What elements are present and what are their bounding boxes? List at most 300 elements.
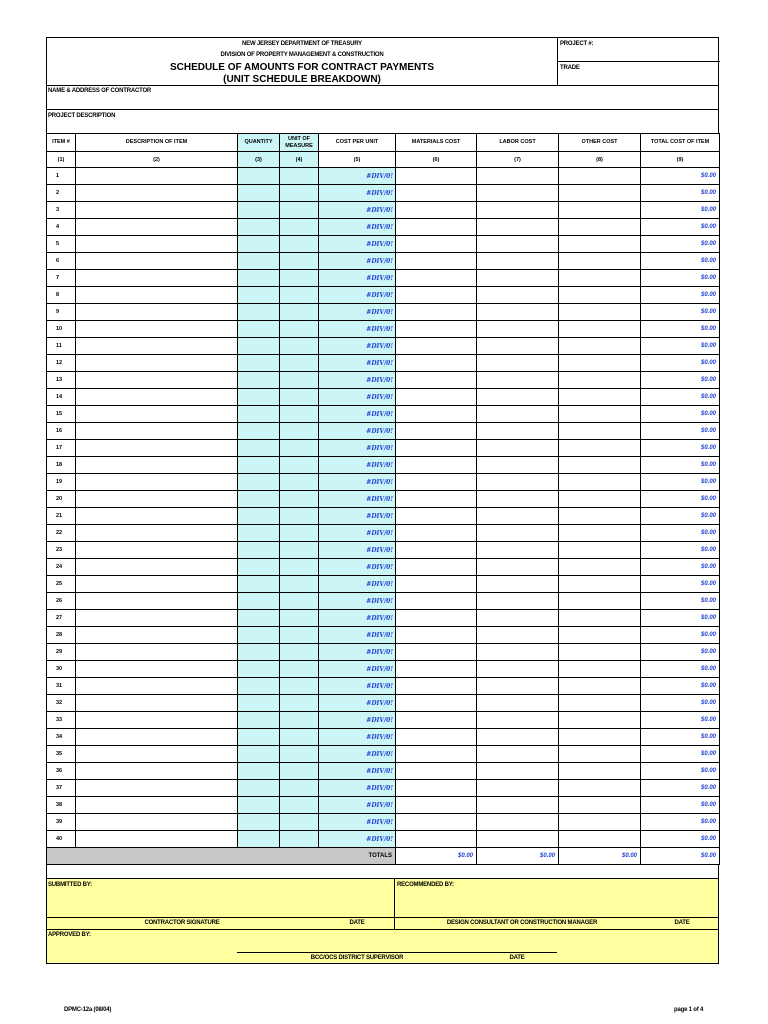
labor-cost-cell[interactable] [477,236,559,253]
description-cell[interactable] [76,525,238,542]
table-row [47,287,720,304]
quantity-cell[interactable] [238,389,280,406]
materials-cost-cell[interactable] [396,763,477,780]
form-id: DPMC-12a (08/04) [64,1007,112,1013]
description-cell[interactable] [76,797,238,814]
other-cost-cell[interactable] [559,644,641,661]
materials-cost-cell[interactable] [396,304,477,321]
quantity-cell[interactable] [238,780,280,797]
materials-cost-cell[interactable] [396,202,477,219]
description-cell[interactable] [76,763,238,780]
cost-per-unit-cell: #DIV/0! [319,712,396,729]
unit-of-measure-cell[interactable] [280,304,319,321]
quantity-cell[interactable] [238,287,280,304]
other-cost-cell[interactable] [559,355,641,372]
materials-cost-cell[interactable] [396,831,477,848]
materials-cost-cell[interactable] [396,644,477,661]
other-cost-cell[interactable] [559,814,641,831]
other-cost-cell[interactable] [559,389,641,406]
unit-of-measure-cell[interactable] [280,253,319,270]
other-cost-cell[interactable] [559,797,641,814]
other-cost-cell[interactable] [559,202,641,219]
labor-cost-cell[interactable] [477,457,559,474]
description-cell[interactable] [76,593,238,610]
quantity-cell[interactable] [238,559,280,576]
description-cell[interactable] [76,338,238,355]
total-cost-cell: $0.00 [641,542,720,559]
quantity-cell[interactable] [238,678,280,695]
other-cost-cell[interactable] [559,168,641,185]
materials-cost-cell[interactable] [396,542,477,559]
description-cell[interactable] [76,185,238,202]
quantity-cell[interactable] [238,661,280,678]
column-header: TOTAL COST OF ITEM [641,134,720,152]
description-cell[interactable] [76,457,238,474]
unit-of-measure-cell[interactable] [280,321,319,338]
unit-of-measure-cell[interactable] [280,763,319,780]
quantity-cell[interactable] [238,202,280,219]
total-cost-cell: $0.00 [641,763,720,780]
description-cell[interactable] [76,814,238,831]
labor-cost-cell[interactable] [477,168,559,185]
labor-cost-cell[interactable] [477,372,559,389]
quantity-cell[interactable] [238,355,280,372]
item-number: 16 [47,423,76,440]
description-cell[interactable] [76,678,238,695]
materials-cost-cell[interactable] [396,355,477,372]
materials-cost-cell[interactable] [396,236,477,253]
labor-cost-cell[interactable] [477,831,559,848]
description-cell[interactable] [76,712,238,729]
quantity-cell[interactable] [238,321,280,338]
cost-per-unit-cell: #DIV/0! [319,678,396,695]
other-cost-cell[interactable] [559,576,641,593]
materials-cost-cell[interactable] [396,491,477,508]
description-cell[interactable] [76,253,238,270]
materials-cost-cell[interactable] [396,593,477,610]
quantity-cell[interactable] [238,712,280,729]
materials-cost-cell[interactable] [396,729,477,746]
labor-cost-cell[interactable] [477,729,559,746]
materials-cost-cell[interactable] [396,338,477,355]
date-label-1: DATE [349,920,365,926]
quantity-cell[interactable] [238,270,280,287]
other-cost-cell[interactable] [559,542,641,559]
unit-of-measure-cell[interactable] [280,627,319,644]
labor-cost-cell[interactable] [477,678,559,695]
cost-per-unit-cell: #DIV/0! [319,797,396,814]
materials-cost-cell[interactable] [396,797,477,814]
materials-cost-cell[interactable] [396,559,477,576]
materials-cost-cell[interactable] [396,525,477,542]
other-cost-cell[interactable] [559,746,641,763]
total-cost-cell: $0.00 [641,746,720,763]
unit-of-measure-cell[interactable] [280,491,319,508]
unit-of-measure-cell[interactable] [280,219,319,236]
item-number: 30 [47,661,76,678]
form-title: SCHEDULE OF AMOUNTS FOR CONTRACT PAYMENTS [169,62,435,73]
other-cost-cell[interactable] [559,304,641,321]
labor-cost-cell[interactable] [477,559,559,576]
description-cell[interactable] [76,729,238,746]
labor-cost-cell[interactable] [477,780,559,797]
other-cost-cell[interactable] [559,627,641,644]
contractor-signature-field[interactable] [49,889,391,915]
unit-of-measure-cell[interactable] [280,678,319,695]
cost-per-unit-cell: #DIV/0! [319,372,396,389]
approved-signature-field[interactable] [237,938,557,952]
labor-cost-cell[interactable] [477,440,559,457]
materials-cost-cell[interactable] [396,661,477,678]
description-cell[interactable] [76,372,238,389]
quantity-cell[interactable] [238,253,280,270]
quantity-cell[interactable] [238,423,280,440]
cost-per-unit-cell: #DIV/0! [319,644,396,661]
description-cell[interactable] [76,423,238,440]
unit-of-measure-cell[interactable] [280,406,319,423]
quantity-cell[interactable] [238,525,280,542]
cost-per-unit-cell: #DIV/0! [319,695,396,712]
other-cost-cell[interactable] [559,185,641,202]
column-number: (4) [280,152,319,168]
labor-cost-cell[interactable] [477,695,559,712]
unit-of-measure-cell[interactable] [280,185,319,202]
total-cost-cell: $0.00 [641,219,720,236]
unit-of-measure-cell[interactable] [280,814,319,831]
unit-of-measure-cell[interactable] [280,338,319,355]
other-cost-cell[interactable] [559,678,641,695]
other-cost-cell[interactable] [559,457,641,474]
form-subtitle: (UNIT SCHEDULE BREAKDOWN) [223,74,381,85]
table-row [47,457,720,474]
labor-cost-cell[interactable] [477,610,559,627]
description-cell[interactable] [76,831,238,848]
unit-of-measure-cell[interactable] [280,287,319,304]
trade-field[interactable] [559,72,717,84]
quantity-cell[interactable] [238,508,280,525]
unit-of-measure-cell[interactable] [280,508,319,525]
quantity-cell[interactable] [238,610,280,627]
labor-cost-cell[interactable] [477,661,559,678]
description-cell[interactable] [76,406,238,423]
other-cost-cell[interactable] [559,508,641,525]
recommended-signature-field[interactable] [397,889,717,915]
materials-cost-cell[interactable] [396,457,477,474]
quantity-cell[interactable] [238,168,280,185]
quantity-cell[interactable] [238,440,280,457]
quantity-cell[interactable] [238,746,280,763]
table-row [47,695,720,712]
total-cost-cell: $0.00 [641,270,720,287]
materials-cost-cell[interactable] [396,372,477,389]
item-number: 14 [47,389,76,406]
labor-cost-cell[interactable] [477,491,559,508]
materials-cost-cell[interactable] [396,253,477,270]
materials-cost-cell[interactable] [396,185,477,202]
unit-of-measure-cell[interactable] [280,542,319,559]
total-cost-cell: $0.00 [641,695,720,712]
item-number: 7 [47,270,76,287]
quantity-cell[interactable] [238,695,280,712]
unit-of-measure-cell[interactable] [280,355,319,372]
description-cell[interactable] [76,219,238,236]
other-cost-cell[interactable] [559,270,641,287]
quantity-cell[interactable] [238,729,280,746]
quantity-cell[interactable] [238,814,280,831]
total-cost-cell: $0.00 [641,831,720,848]
cost-per-unit-cell: #DIV/0! [319,627,396,644]
quantity-cell[interactable] [238,491,280,508]
description-cell[interactable] [76,627,238,644]
unit-of-measure-cell[interactable] [280,695,319,712]
unit-of-measure-cell[interactable] [280,372,319,389]
unit-of-measure-cell[interactable] [280,440,319,457]
table-row [47,576,720,593]
unit-of-measure-cell[interactable] [280,661,319,678]
unit-of-measure-cell[interactable] [280,236,319,253]
unit-of-measure-cell[interactable] [280,202,319,219]
quantity-cell[interactable] [238,457,280,474]
unit-of-measure-cell[interactable] [280,168,319,185]
description-cell[interactable] [76,389,238,406]
unit-of-measure-cell[interactable] [280,474,319,491]
other-cost-cell[interactable] [559,831,641,848]
item-number: 24 [47,559,76,576]
description-cell[interactable] [76,576,238,593]
materials-cost-cell[interactable] [396,440,477,457]
labor-cost-cell[interactable] [477,270,559,287]
labor-cost-cell[interactable] [477,253,559,270]
quantity-cell[interactable] [238,644,280,661]
labor-cost-cell[interactable] [477,355,559,372]
labor-cost-cell[interactable] [477,746,559,763]
total-cost-cell: $0.00 [641,712,720,729]
labor-cost-cell[interactable] [477,185,559,202]
item-number: 10 [47,321,76,338]
cost-per-unit-cell: #DIV/0! [319,457,396,474]
description-cell[interactable] [76,661,238,678]
quantity-cell[interactable] [238,406,280,423]
other-cost-cell[interactable] [559,219,641,236]
description-cell[interactable] [76,202,238,219]
materials-cost-cell[interactable] [396,406,477,423]
quantity-cell[interactable] [238,219,280,236]
unit-of-measure-cell[interactable] [280,593,319,610]
other-cost-cell[interactable] [559,406,641,423]
description-cell[interactable] [76,270,238,287]
unit-of-measure-cell[interactable] [280,423,319,440]
description-cell[interactable] [76,695,238,712]
quantity-cell[interactable] [238,763,280,780]
other-cost-cell[interactable] [559,729,641,746]
labor-cost-cell[interactable] [477,593,559,610]
description-cell[interactable] [76,542,238,559]
labor-cost-cell[interactable] [477,644,559,661]
quantity-cell[interactable] [238,831,280,848]
description-cell[interactable] [76,610,238,627]
materials-cost-cell[interactable] [396,814,477,831]
other-cost-cell[interactable] [559,491,641,508]
unit-of-measure-cell[interactable] [280,644,319,661]
table-row [47,270,720,287]
item-number: 22 [47,525,76,542]
description-cell[interactable] [76,168,238,185]
other-cost-cell[interactable] [559,474,641,491]
other-cost-cell[interactable] [559,525,641,542]
labor-cost-cell[interactable] [477,508,559,525]
labor-cost-cell[interactable] [477,423,559,440]
labor-cost-cell[interactable] [477,627,559,644]
materials-cost-cell[interactable] [396,576,477,593]
contractor-label: NAME & ADDRESS OF CONTRACTOR [48,88,152,94]
other-cost-cell[interactable] [559,593,641,610]
materials-cost-cell[interactable] [396,627,477,644]
item-number: 40 [47,831,76,848]
unit-of-measure-cell[interactable] [280,525,319,542]
labor-cost-cell[interactable] [477,338,559,355]
other-cost-cell[interactable] [559,610,641,627]
quantity-cell[interactable] [238,627,280,644]
other-cost-cell[interactable] [559,440,641,457]
table-row [47,525,720,542]
description-cell[interactable] [76,440,238,457]
project-description-row[interactable] [46,109,719,134]
unit-of-measure-cell[interactable] [280,576,319,593]
materials-cost-cell[interactable] [396,168,477,185]
quantity-cell[interactable] [238,593,280,610]
labor-cost-cell[interactable] [477,797,559,814]
project-number-field[interactable] [559,48,717,60]
unit-of-measure-cell[interactable] [280,457,319,474]
unit-of-measure-cell[interactable] [280,610,319,627]
unit-of-measure-cell[interactable] [280,831,319,848]
quantity-cell[interactable] [238,542,280,559]
materials-cost-cell[interactable] [396,610,477,627]
unit-of-measure-cell[interactable] [280,270,319,287]
item-number: 2 [47,185,76,202]
description-cell[interactable] [76,321,238,338]
materials-cost-cell[interactable] [396,678,477,695]
description-cell[interactable] [76,780,238,797]
labor-cost-cell[interactable] [477,202,559,219]
labor-cost-cell[interactable] [477,321,559,338]
description-cell[interactable] [76,559,238,576]
unit-of-measure-cell[interactable] [280,559,319,576]
materials-cost-cell[interactable] [396,321,477,338]
project-number-label: PROJECT #: [560,41,594,47]
labor-cost-cell[interactable] [477,712,559,729]
materials-cost-cell[interactable] [396,474,477,491]
column-header: COST PER UNIT [319,134,396,152]
table-row [47,406,720,423]
materials-cost-cell[interactable] [396,508,477,525]
description-cell[interactable] [76,474,238,491]
labor-cost-cell[interactable] [477,287,559,304]
quantity-cell[interactable] [238,236,280,253]
unit-of-measure-cell[interactable] [280,780,319,797]
labor-cost-cell[interactable] [477,474,559,491]
other-cost-cell[interactable] [559,559,641,576]
quantity-cell[interactable] [238,372,280,389]
materials-cost-cell[interactable] [396,389,477,406]
quantity-cell[interactable] [238,338,280,355]
other-cost-cell[interactable] [559,780,641,797]
unit-of-measure-cell[interactable] [280,729,319,746]
total-cost-cell: $0.00 [641,559,720,576]
labor-cost-cell[interactable] [477,763,559,780]
table-row [47,559,720,576]
other-cost-cell[interactable] [559,661,641,678]
other-cost-cell[interactable] [559,253,641,270]
materials-cost-cell[interactable] [396,270,477,287]
item-number: 31 [47,678,76,695]
unit-of-measure-cell[interactable] [280,389,319,406]
description-cell[interactable] [76,508,238,525]
labor-cost-cell[interactable] [477,406,559,423]
table-row [47,644,720,661]
quantity-cell[interactable] [238,797,280,814]
totals-other: $0.00 [559,848,641,865]
description-cell[interactable] [76,491,238,508]
other-cost-cell[interactable] [559,695,641,712]
column-header-row [47,134,720,152]
quantity-cell[interactable] [238,474,280,491]
description-cell[interactable] [76,287,238,304]
materials-cost-cell[interactable] [396,695,477,712]
other-cost-cell[interactable] [559,338,641,355]
materials-cost-cell[interactable] [396,712,477,729]
other-cost-cell[interactable] [559,287,641,304]
total-cost-cell: $0.00 [641,729,720,746]
description-cell[interactable] [76,644,238,661]
materials-cost-cell[interactable] [396,423,477,440]
description-cell[interactable] [76,355,238,372]
labor-cost-cell[interactable] [477,304,559,321]
materials-cost-cell[interactable] [396,287,477,304]
unit-of-measure-cell[interactable] [280,746,319,763]
approved-signature-line [237,952,557,953]
quantity-cell[interactable] [238,576,280,593]
unit-of-measure-cell[interactable] [280,712,319,729]
labor-cost-cell[interactable] [477,389,559,406]
item-number: 21 [47,508,76,525]
other-cost-cell[interactable] [559,712,641,729]
quantity-cell[interactable] [238,185,280,202]
materials-cost-cell[interactable] [396,780,477,797]
contractor-row[interactable] [46,85,719,110]
materials-cost-cell[interactable] [396,746,477,763]
unit-of-measure-cell[interactable] [280,797,319,814]
other-cost-cell[interactable] [559,321,641,338]
labor-cost-cell[interactable] [477,814,559,831]
materials-cost-cell[interactable] [396,219,477,236]
other-cost-cell[interactable] [559,423,641,440]
quantity-cell[interactable] [238,304,280,321]
labor-cost-cell[interactable] [477,542,559,559]
item-number: 33 [47,712,76,729]
labor-cost-cell[interactable] [477,525,559,542]
labor-cost-cell[interactable] [477,576,559,593]
other-cost-cell[interactable] [559,236,641,253]
description-cell[interactable] [76,236,238,253]
other-cost-cell[interactable] [559,763,641,780]
other-cost-cell[interactable] [559,372,641,389]
labor-cost-cell[interactable] [477,219,559,236]
description-cell[interactable] [76,304,238,321]
column-header: MATERIALS COST [396,134,477,152]
cost-per-unit-cell: #DIV/0! [319,168,396,185]
description-cell[interactable] [76,746,238,763]
